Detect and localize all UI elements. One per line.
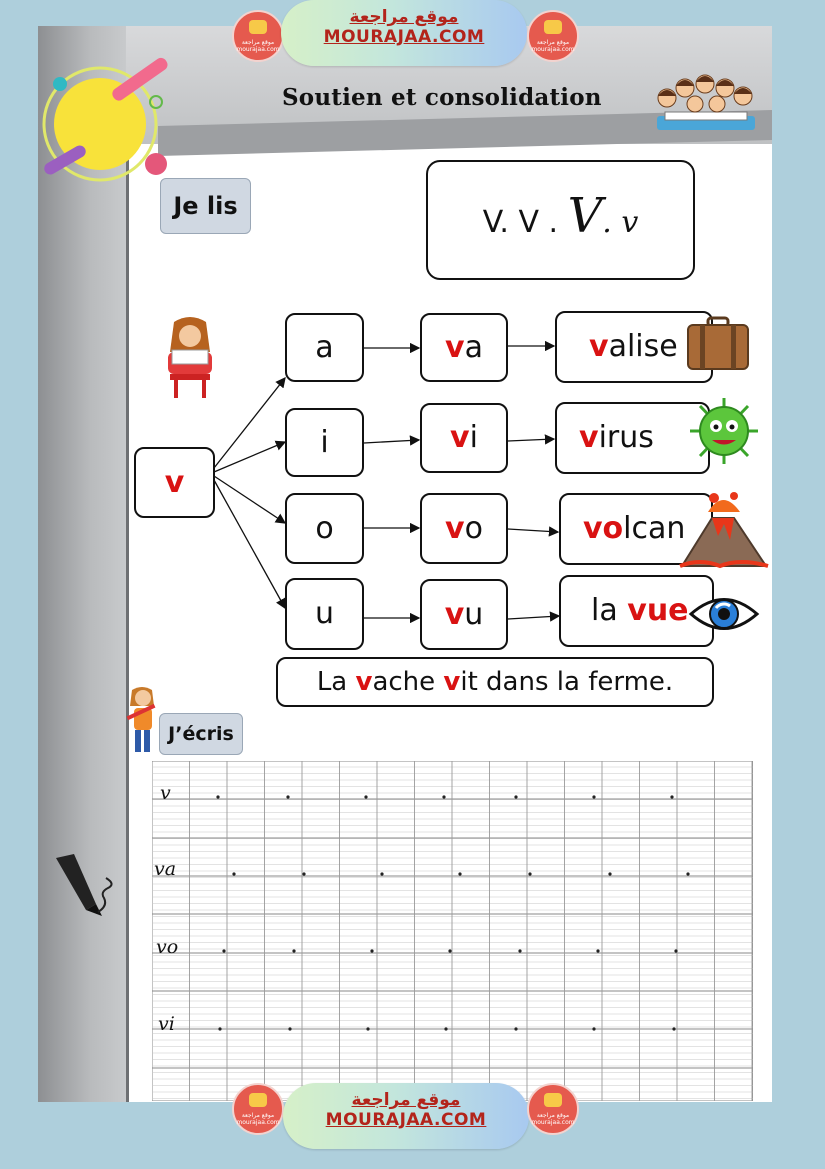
virus-icon xyxy=(686,394,762,468)
dot-marker xyxy=(216,795,219,798)
logo-text: موقع مراجعة mourajaa.com xyxy=(531,1112,575,1126)
writing-row-label: v xyxy=(160,782,171,804)
vowel-text: u xyxy=(314,596,334,631)
dot-marker xyxy=(608,872,611,875)
dot-marker xyxy=(370,949,373,952)
syllable-rest: o xyxy=(464,511,483,546)
vowel-box-o xyxy=(285,493,364,564)
word-prefix: la xyxy=(591,593,628,628)
dot-marker xyxy=(592,1027,595,1030)
print-letters: V. V . xyxy=(482,205,568,240)
syllable-red: v xyxy=(445,511,465,546)
logo-text: موقع مراجعة mourajaa.com xyxy=(236,1112,280,1126)
syllable-rest: i xyxy=(469,420,478,455)
dot-marker xyxy=(518,949,521,952)
dot-marker xyxy=(528,872,531,875)
vowel-box-i xyxy=(285,408,364,477)
dot-marker xyxy=(380,872,383,875)
syllable-red: v xyxy=(445,330,465,365)
word-rest: lcan xyxy=(623,511,686,546)
site-logo-left xyxy=(232,10,284,62)
site-logo-right xyxy=(527,10,579,62)
dot-marker xyxy=(286,795,289,798)
logo-text: موقع مراجعة mourajaa.com xyxy=(531,39,575,53)
syllable-rest: u xyxy=(464,597,484,632)
dot-marker xyxy=(514,795,517,798)
fountain-pen-icon xyxy=(52,852,114,922)
eye-icon xyxy=(688,591,760,637)
girl-writing-icon xyxy=(126,686,160,756)
site-banner-bottom[interactable] xyxy=(283,1083,529,1149)
root-letter-box xyxy=(134,447,215,518)
dot-marker xyxy=(444,1027,447,1030)
sentence-part: ache xyxy=(372,667,444,697)
sentence-red-letter: v xyxy=(355,667,373,697)
root-letter: v xyxy=(164,465,185,500)
vowel-text: i xyxy=(320,425,329,460)
read-section-label: Je lis xyxy=(160,178,251,234)
word-red: vue xyxy=(627,593,689,628)
dot-marker xyxy=(218,1027,221,1030)
cursive-lower-letter: . v xyxy=(602,205,639,240)
writing-row-label: va xyxy=(154,858,177,880)
site-arabic-name: موقع مراجعة xyxy=(351,1090,461,1110)
site-arabic-name: موقع مراجعة xyxy=(349,7,459,27)
dot-marker xyxy=(596,949,599,952)
syllable-rest: a xyxy=(464,330,483,365)
volcano-icon xyxy=(678,488,770,570)
dot-marker xyxy=(302,872,305,875)
write-section-label: J’écris xyxy=(159,713,243,755)
syllable-box-vi xyxy=(420,403,508,473)
syllable-red: v xyxy=(444,597,465,632)
sentence-box xyxy=(276,657,714,707)
dot-marker xyxy=(514,1027,517,1030)
vowel-text: o xyxy=(315,511,334,546)
sentence-part: La xyxy=(316,667,356,697)
syllable-red: v xyxy=(450,420,470,455)
dot-marker xyxy=(288,1027,291,1030)
dot-marker xyxy=(292,949,295,952)
suitcase-icon xyxy=(686,316,750,372)
logo-text: موقع مراجعة mourajaa.com xyxy=(236,39,280,53)
dot-marker xyxy=(674,949,677,952)
dot-marker xyxy=(442,795,445,798)
site-domain: MOURAJAA.COM xyxy=(323,27,485,47)
site-logo-right-bottom xyxy=(527,1083,579,1135)
vowel-box-u xyxy=(285,578,364,650)
word-rest: irus xyxy=(598,420,654,455)
dot-marker xyxy=(232,872,235,875)
dot-marker xyxy=(222,949,225,952)
dot-marker xyxy=(448,949,451,952)
word-red: v xyxy=(589,329,609,364)
writing-row-label: vo xyxy=(156,936,179,958)
cursive-upper-letter: V xyxy=(567,188,603,244)
page-title: Soutien et consolidation xyxy=(282,84,602,111)
sentence-red-letter: v xyxy=(443,667,461,697)
writing-grid xyxy=(152,761,753,1101)
writing-row-label: vi xyxy=(158,1013,175,1035)
word-red: v xyxy=(579,420,599,455)
dot-marker xyxy=(592,795,595,798)
site-logo-left-bottom xyxy=(232,1083,284,1135)
syllable-box-vo xyxy=(420,493,508,564)
dot-marker xyxy=(686,872,689,875)
grid-frame xyxy=(152,761,753,1101)
word-rest: alise xyxy=(608,329,678,364)
syllable-box-vu xyxy=(420,579,508,650)
dot-marker xyxy=(364,795,367,798)
site-banner-top[interactable] xyxy=(281,0,527,66)
vowel-text: a xyxy=(315,330,334,365)
site-domain: MOURAJAA.COM xyxy=(325,1110,487,1130)
dot-marker xyxy=(672,1027,675,1030)
vowel-box-a xyxy=(285,313,364,382)
sentence-part: it dans la ferme. xyxy=(460,667,674,697)
syllable-box-va xyxy=(420,313,508,382)
dot-marker xyxy=(458,872,461,875)
dot-marker xyxy=(366,1027,369,1030)
word-red: vo xyxy=(583,511,624,546)
dot-marker xyxy=(670,795,673,798)
